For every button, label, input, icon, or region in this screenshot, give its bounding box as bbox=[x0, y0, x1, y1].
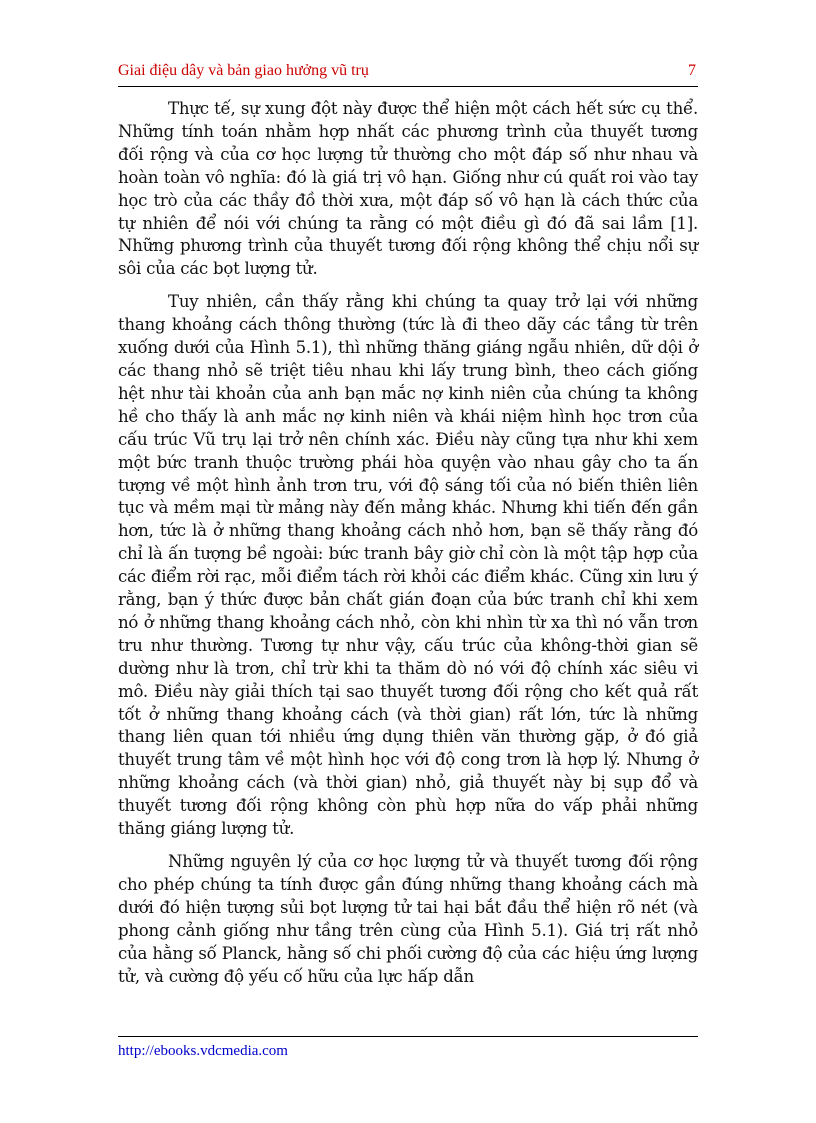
paragraph-2: Tuy nhiên, cần thấy rằng khi chúng ta quay trở lại với những thang khoảng cách thông thường (tức là đi theo dãy các tầng từ trên xuống dưới của Hình 5.1), thì những thăng giáng ngẫu nhiên, dữ dội ở các thang nhỏ sẽ triệt tiêu nhau khi lấy trung bình, theo cách giống hệt như tài khoản của anh bạn mắc nợ kinh niên của chúng ta không hề cho thấy là anh mắc nợ kinh niên và khái niệm hình học trơn của cấu trúc Vũ trụ lại trở nên chính xác. Điều này cũng tựa như khi xem một bức tranh thuộc trường phái hòa quyện vào nhau gây cho ta ấn tượng về một hình ảnh trơn tru, với độ sáng tối của nó biến thiên liên tục và mềm mại từ mảng này đến mảng khác. Nhưng khi tiến đến gần hơn, tức là ở những thang khoảng cách nhỏ hơn, bạn sẽ thấy rằng đó chỉ là ấn tượng bề ngoài: bức tranh bây giờ chỉ còn là một tập hợp của các điểm rời rạc, mỗi điểm tách rời khỏi các điểm khác. Cũng xin lưu ý rằng, bạn ý thức được bản chất gián đoạn của bức tranh chỉ khi xem nó ở những thang khoảng cách nhỏ, còn khi nhìn từ xa thì nó vẫn trơn tru như thường. Tương tự như vậy, cấu trúc của không-thời gian sẽ dường như là trơn, chỉ trừ khi ta thăm dò nó với độ chính xác siêu vi mô. Điều này giải thích tại sao thuyết tương đối rộng cho kết quả rất tốt ở những thang khoảng cách (và thời gian) rất lớn, tức là những thang liên quan tới nhiều ứng dụng thiên văn thường gặp, ở đó giả thuyết trung tâm về một hình học với độ cong trơn là hợp lý. Nhưng ở những khoảng cách (và thời gian) nhỏ, giả thuyết này bị sụp đổ và thuyết tương đối rộng không còn phù hợp nữa do vấp phải những thăng giáng lượng tử. bbox=[118, 292, 698, 839]
paragraph-1: Thực tế, sự xung đột này được thể hiện một cách hết sức cụ thể. Những tính toán nhằm hợp nhất các phương trình của thuyết tương đối rộng và của cơ học lượng tử thường cho một đáp số như nhau và hoàn toàn vô nghĩa: đó là giá trị vô hạn. Giống như cú quất roi vào tay học trò của các thầy đồ thời xưa, một đáp số vô hạn là cách thức của tự nhiên để nói với chúng ta rằng có một điều gì đó đã sai lầm [1]. Những phương trình của thuyết tương đối rộng không thể chịu nổi sự sôi của các bọt lượng tử. bbox=[118, 99, 698, 279]
page-body bbox=[118, 98, 698, 998]
book-title: Giai điệu dây và bản giao hưởng vũ trụ bbox=[118, 62, 369, 79]
page-number: 7 bbox=[688, 62, 696, 79]
paragraph-3: Những nguyên lý của cơ học lượng tử và thuyết tương đối rộng cho phép chúng ta tính được gần đúng những thang khoảng cách mà dưới đó hiện tượng sủi bọt lượng tử tai hại bắt đầu thể hiện rõ nét (và phong cảnh giống như tầng trên cùng của Hình 5.1). Giá trị rất nhỏ của hằng số Planck, hằng số chi phối cường độ của các hiệu ứng lượng tử, và cường độ yếu cố hữu của lực hấp dẫn bbox=[118, 852, 698, 986]
footer-url-link[interactable]: http://ebooks.vdcmedia.com bbox=[118, 1043, 288, 1059]
page-footer bbox=[118, 1036, 698, 1059]
page-header bbox=[118, 60, 698, 87]
